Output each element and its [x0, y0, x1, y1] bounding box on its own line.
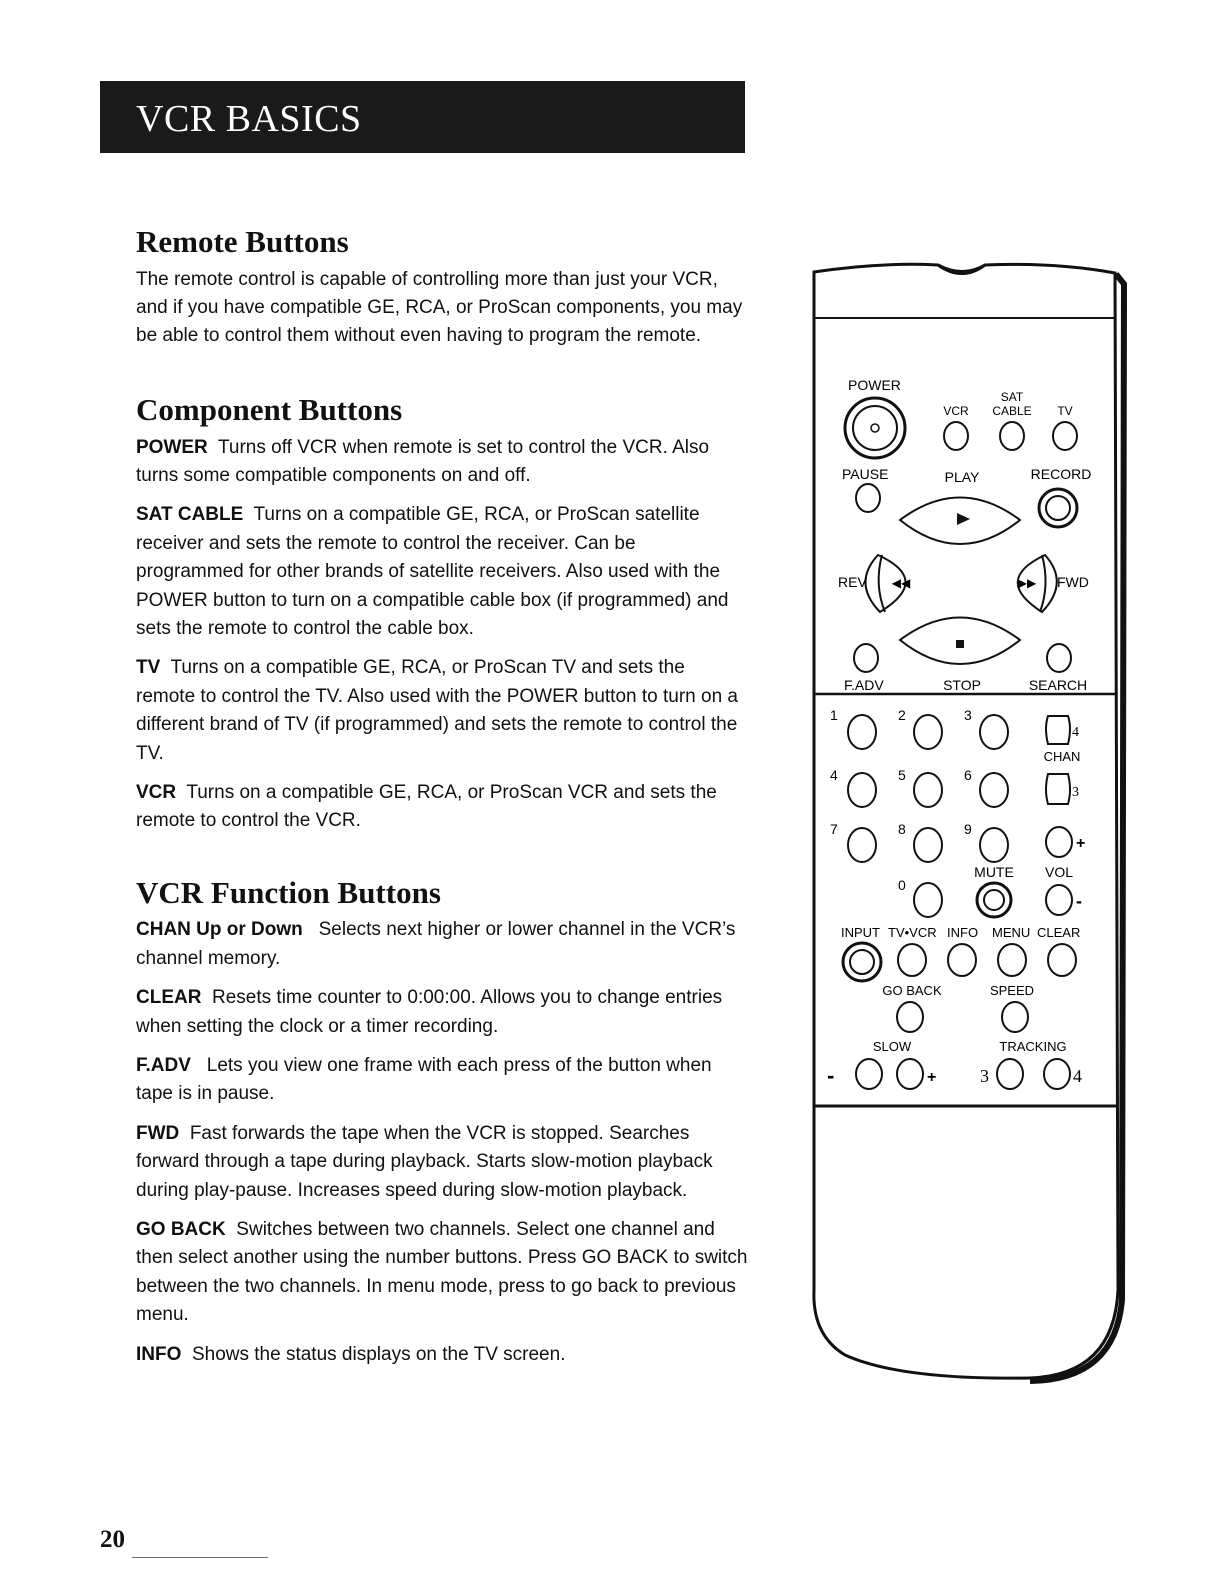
term: INFO — [136, 1343, 182, 1365]
number-button-6[interactable] — [980, 773, 1008, 807]
vol-down-glyph: - — [1076, 891, 1082, 911]
input-label: INPUT — [841, 925, 880, 940]
remote-control-illustration — [805, 255, 1135, 1385]
fadv-label: F.ADV — [844, 677, 884, 693]
record-label: RECORD — [1030, 466, 1092, 482]
definition-clear — [136, 984, 748, 1041]
search-label: SEARCH — [1028, 677, 1088, 693]
pause-button[interactable] — [856, 484, 880, 512]
page-number: 20 — [100, 1526, 125, 1553]
definition-text: Shows the status displays on the TV screen. — [191, 1343, 566, 1365]
power-button[interactable] — [845, 398, 905, 458]
clear-label: CLEAR — [1037, 925, 1081, 940]
search-button[interactable] — [1047, 644, 1071, 672]
stop-icon — [956, 640, 964, 648]
vcr-function-buttons-section — [136, 875, 748, 1369]
term: CHAN Up or Down — [136, 919, 303, 941]
slow-minus-glyph: - — [827, 1063, 835, 1088]
digit-label-9: 9 — [964, 821, 972, 837]
number-button-2[interactable] — [914, 715, 942, 749]
definition-text: Resets time counter to 0:00:00. Allows you to change entries when setting the clock or a timer recording. — [136, 987, 723, 1037]
fast-forward-icon: ▶▶ — [1017, 576, 1037, 590]
tv-vcr-label: TV•VCR — [888, 925, 937, 940]
vol-up-button[interactable] — [1046, 827, 1072, 857]
digit-label-6: 6 — [964, 767, 972, 783]
vol-down-button[interactable] — [1046, 885, 1072, 915]
tracking-3-glyph: 3 — [980, 1066, 989, 1086]
digit-label-5: 5 — [898, 767, 906, 783]
definition-tv — [136, 654, 748, 768]
slow-plus-button[interactable] — [897, 1059, 923, 1089]
definition-fadv — [136, 1052, 748, 1109]
digit-label-3: 3 — [964, 707, 972, 723]
definition-go-back — [136, 1216, 748, 1330]
tracking-up-button[interactable] — [1044, 1059, 1070, 1089]
info-label: INFO — [947, 925, 979, 940]
definition-sat-cable — [136, 501, 748, 643]
slow-minus-button[interactable] — [856, 1059, 882, 1089]
definition-power — [136, 434, 748, 491]
term: POWER — [136, 436, 208, 458]
definition-fwd — [136, 1120, 748, 1205]
vol-up-glyph: + — [1076, 835, 1086, 852]
rewind-icon: ◀◀ — [891, 576, 911, 590]
chan-down-glyph: 3 — [1072, 785, 1079, 800]
term: CLEAR — [136, 987, 202, 1009]
go-back-label: GO BACK — [882, 983, 942, 998]
play-label: PLAY — [944, 469, 980, 485]
chan-up-glyph: 4 — [1072, 725, 1079, 740]
remote-buttons-section — [136, 224, 748, 351]
term: F.ADV — [136, 1055, 191, 1077]
fadv-button[interactable] — [854, 644, 878, 672]
number-button-7[interactable] — [848, 828, 876, 862]
pause-label: PAUSE — [842, 466, 889, 482]
definition-text: Lets you view one frame with each press of the button when tape is in pause. — [136, 1055, 712, 1105]
term: SAT CABLE — [136, 504, 244, 526]
number-button-5[interactable] — [914, 773, 942, 807]
tv-label: TV — [1057, 404, 1073, 418]
tv-button[interactable] — [1053, 422, 1077, 450]
cable-label: CABLE — [992, 404, 1032, 418]
digit-label-1: 1 — [830, 707, 838, 723]
definition-text: Turns on a compatible GE, RCA, or ProScan TV and sets the remote to control the TV. Also used with the POWER button to turn on a different brand of TV (if programmed) and sets the remote to control the TV. — [136, 657, 738, 764]
definition-text: Selects next higher or lower channel in the VCR’s channel memory. — [136, 919, 736, 969]
tv-vcr-button[interactable] — [898, 944, 926, 976]
banner-title: VCR BASICS — [136, 98, 362, 140]
term: TV — [136, 657, 161, 679]
definition-chan — [136, 916, 748, 973]
footer-rule — [132, 1557, 268, 1558]
number-button-8[interactable] — [914, 828, 942, 862]
mute-label: MUTE — [974, 864, 1014, 880]
component-buttons-section — [136, 392, 748, 836]
definition-info — [136, 1341, 748, 1369]
digit-label-2: 2 — [898, 707, 906, 723]
slow-plus-glyph: + — [927, 1069, 937, 1086]
digit-label-0: 0 — [898, 877, 906, 893]
chan-up-button[interactable] — [1046, 716, 1070, 744]
digit-label-8: 8 — [898, 821, 906, 837]
number-button-3[interactable] — [980, 715, 1008, 749]
speed-label: SPEED — [989, 983, 1035, 998]
rev-label: REV — [838, 574, 867, 590]
main-text — [136, 224, 748, 1369]
vcr-button[interactable] — [944, 422, 968, 450]
chan-label: CHAN — [1043, 749, 1081, 764]
power-label: POWER — [848, 377, 901, 393]
vcr-function-buttons-heading: VCR Function Buttons — [136, 874, 441, 910]
remote-buttons-heading: Remote Buttons — [136, 224, 349, 259]
go-back-button[interactable] — [897, 1002, 923, 1032]
sat-label: SAT — [1000, 390, 1024, 404]
number-button-0[interactable] — [914, 883, 942, 917]
stop-label: STOP — [943, 677, 981, 693]
definition-text: Turns off VCR when remote is set to control the VCR. Also turns some compatible components on and off. — [136, 436, 710, 486]
tracking-down-button[interactable] — [997, 1059, 1023, 1089]
slow-label: SLOW — [872, 1039, 912, 1054]
mute-button[interactable] — [977, 883, 1011, 917]
record-button[interactable] — [1039, 489, 1077, 527]
fwd-label: FWD — [1057, 574, 1089, 590]
definition-text: Turns on a compatible GE, RCA, or ProScan satellite receiver and sets the remote to control the receiver. Can be programmed for other brands of satellite receivers. Also used with the POWER button to turn on a compatible cable box (if programmed) and sets the remote to control the cable box. — [136, 504, 729, 639]
menu-button[interactable] — [998, 944, 1026, 976]
section-banner — [100, 81, 745, 153]
sat-cable-button[interactable] — [1000, 422, 1024, 450]
info-button[interactable] — [948, 944, 976, 976]
number-button-9[interactable] — [980, 828, 1008, 862]
component-buttons-heading: Component Buttons — [136, 391, 403, 427]
term: FWD — [136, 1122, 180, 1144]
vcr-label: VCR — [943, 404, 969, 418]
tracking-label: TRACKING — [999, 1039, 1067, 1054]
vol-label: VOL — [1044, 864, 1074, 880]
input-button[interactable] — [843, 943, 881, 981]
number-button-4[interactable] — [848, 773, 876, 807]
definition-text: Fast forwards the tape when the VCR is stopped. Searches forward through a tape during playback. Starts slow-motion playback during play-pause. Increases speed during slow-motion playback. — [136, 1122, 713, 1201]
term: VCR — [136, 781, 177, 803]
tracking-4-glyph: 4 — [1073, 1066, 1082, 1086]
number-button-1[interactable] — [848, 715, 876, 749]
term: GO BACK — [136, 1219, 226, 1241]
menu-label: MENU — [992, 925, 1031, 940]
definition-vcr — [136, 779, 748, 836]
chan-down-button[interactable] — [1046, 774, 1070, 804]
digit-label-7: 7 — [830, 821, 838, 837]
definition-text: Turns on a compatible GE, RCA, or ProScan VCR and sets the remote to control the VCR. — [136, 781, 717, 832]
speed-button[interactable] — [1002, 1002, 1028, 1032]
definition-text: Switches between two channels. Select one channel and then select another using the number buttons. Press GO BACK to switch between the two channels. In menu mode, press to go back to previous menu. — [136, 1219, 748, 1326]
clear-button[interactable] — [1048, 944, 1076, 976]
remote-buttons-intro: The remote control is capable of controlling more than just your VCR, and if you have compatible GE, RCA, or ProScan components, you may be able to control them without even having to program the remote. — [136, 268, 743, 347]
digit-label-4: 4 — [830, 767, 838, 783]
